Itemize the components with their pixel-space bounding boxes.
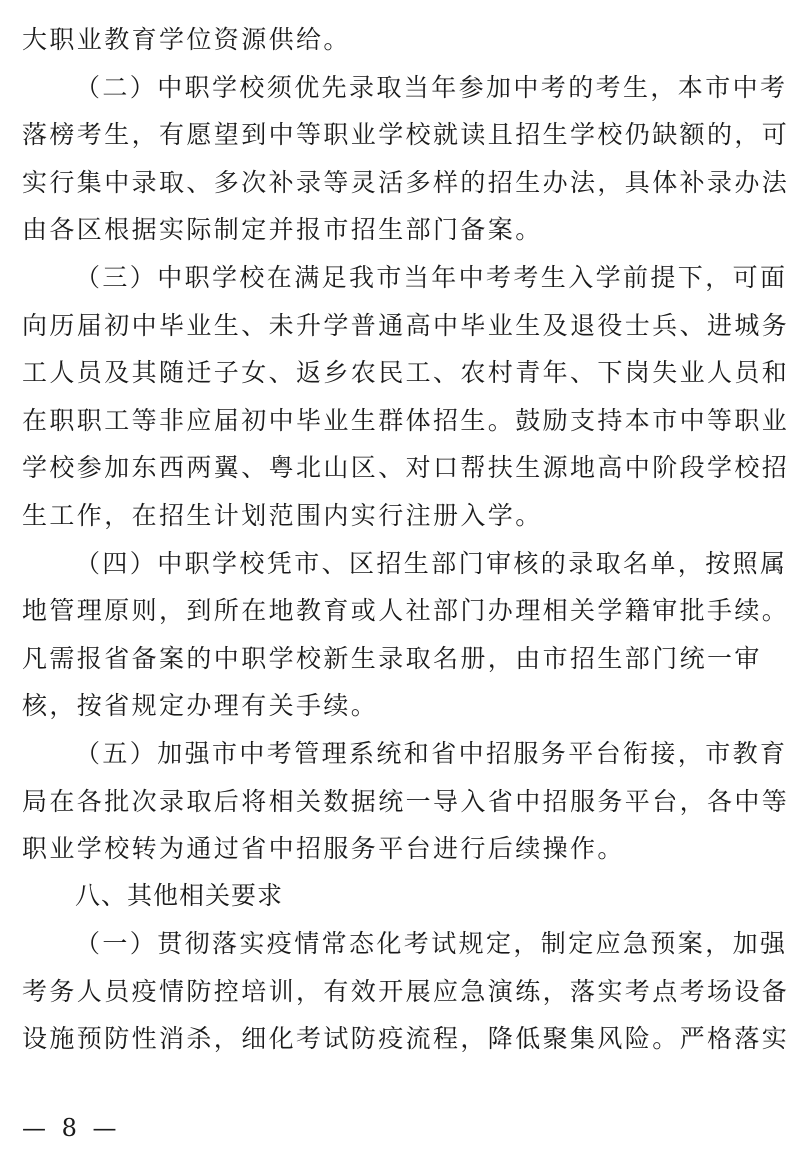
paragraph-line: 生工作，在招生计划范围内实行注册入学。 xyxy=(22,501,543,530)
paragraph-line: 工人员及其随迁子女、返乡农民工、农村青年、下岗失业人员和 xyxy=(22,358,790,387)
paragraph-line: 大职业教育学位资源供给。 xyxy=(22,25,351,54)
paragraph-line: （三）中职学校在满足我市当年中考考生入学前提下，可面 xyxy=(75,263,788,292)
paragraph-line: 学校参加东西两翼、粤北山区、对口帮扶生源地高中阶段学校招 xyxy=(22,453,790,482)
page-number: — 8 — xyxy=(22,1114,121,1142)
paragraph-line: 由各区根据实际制定并报市招生部门备案。 xyxy=(22,215,543,244)
paragraph-line: 考务人员疫情防控培训，有效开展应急演练，落实考点考场设备 xyxy=(22,977,790,1006)
paragraph-line: 地管理原则，到所在地教育或人社部门办理相关学籍审批手续。 xyxy=(22,596,790,625)
paragraph-line: 向历届初中毕业生、未升学普通高中毕业生及退役士兵、进城务 xyxy=(22,311,790,340)
section-heading: 八、其他相关要求 xyxy=(75,881,284,910)
paragraph-line: （一）贯彻落实疫情常态化考试规定，制定应急预案，加强 xyxy=(75,929,788,958)
paragraph-line: 职业学校转为通过省中招服务平台进行后续操作。 xyxy=(22,834,625,863)
paragraph-line: 设施预防性消杀，细化考试防疫流程，降低聚集风险。严格落实 xyxy=(22,1024,790,1053)
paragraph-line: 落榜考生，有愿望到中等职业学校就读且招生学校仍缺额的，可 xyxy=(22,120,790,149)
paragraph-line: 局在各批次录取后将相关数据统一导入省中招服务平台，各中等 xyxy=(22,787,790,816)
paragraph-line: （四）中职学校凭市、区招生部门审核的录取名单，按照属 xyxy=(75,549,788,578)
paragraph-line: （五）加强市中考管理系统和省中招服务平台衔接，市教育 xyxy=(75,739,788,768)
paragraph-line: （二）中职学校须优先录取当年参加中考的考生，本市中考 xyxy=(75,73,788,102)
paragraph-line: 凡需报省备案的中职学校新生录取名册，由市招生部门统一审 xyxy=(22,644,762,673)
paragraph-line: 在职职工等非应届初中毕业生群体招生。鼓励支持本市中等职业 xyxy=(22,406,790,435)
paragraph-line: 实行集中录取、多次补录等灵活多样的招生办法，具体补录办法 xyxy=(22,168,790,197)
paragraph-line: 核，按省规定办理有关手续。 xyxy=(22,691,379,720)
